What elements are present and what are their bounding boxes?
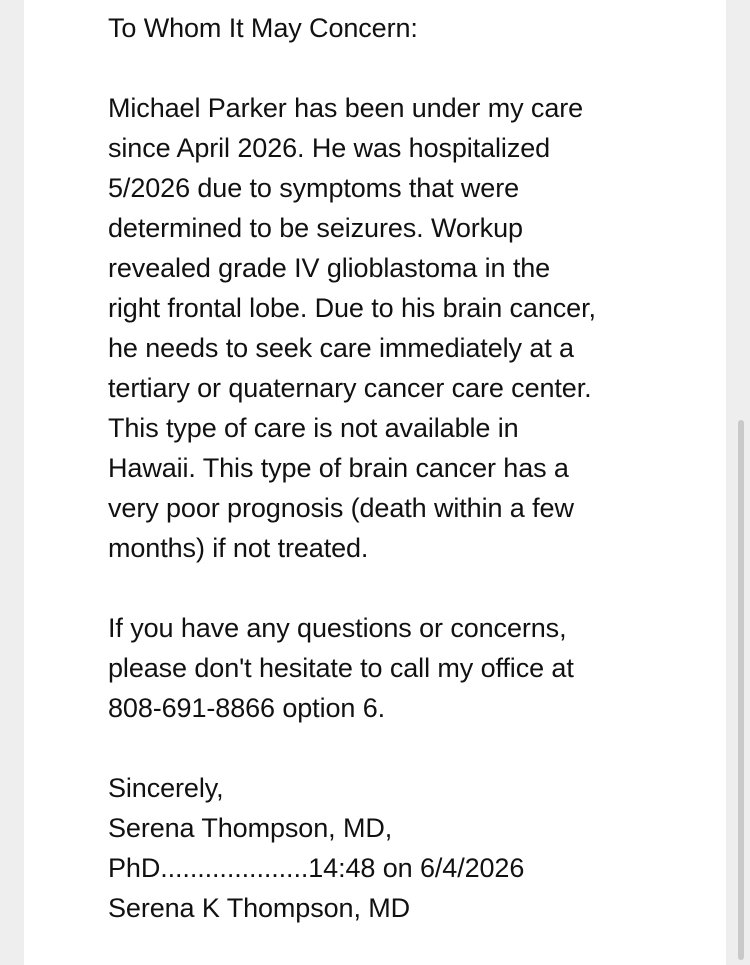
body-line: since April 2026. He was hospitalized <box>108 133 551 163</box>
letter-text <box>108 8 708 928</box>
paragraph-spacer <box>108 48 708 88</box>
salutation: To Whom It May Concern: <box>108 13 418 43</box>
body-line: very poor prognosis (death within a few <box>108 493 574 523</box>
body-line: he needs to seek care immediately at a <box>108 333 574 363</box>
body-line: Hawaii. This type of brain cancer has a <box>108 453 569 483</box>
body-line: months) if not treated. <box>108 533 369 563</box>
left-margin <box>0 0 24 965</box>
closing: Sincerely, <box>108 773 224 803</box>
scrollbar-thumb[interactable] <box>738 420 744 960</box>
body-line: This type of care is not available in <box>108 413 519 443</box>
body-line: revealed grade IV glioblastoma in the <box>108 253 551 283</box>
contact-phone: 808-691-8866 option 6. <box>108 693 386 723</box>
body-line: right frontal lobe. Due to his brain cancer, <box>108 293 596 323</box>
body-line: determined to be seizures. Workup <box>108 213 523 243</box>
contact-line: If you have any questions or concerns, <box>108 613 567 643</box>
body-line: Michael Parker has been under my care <box>108 93 584 123</box>
paragraph-spacer <box>108 728 708 768</box>
contact-line: please don't hesitate to call my office at <box>108 653 574 683</box>
body-line: 5/2026 due to symptoms that were <box>108 173 520 203</box>
signature-name: Serena Thompson, MD, <box>108 813 393 843</box>
paragraph-spacer <box>108 568 708 608</box>
signature-full-name: Serena K Thompson, MD <box>108 893 411 923</box>
body-line: tertiary or quaternary cancer care center. <box>108 373 592 403</box>
signature-timestamp: PhD....................14:48 on 6/4/2026 <box>108 853 525 883</box>
